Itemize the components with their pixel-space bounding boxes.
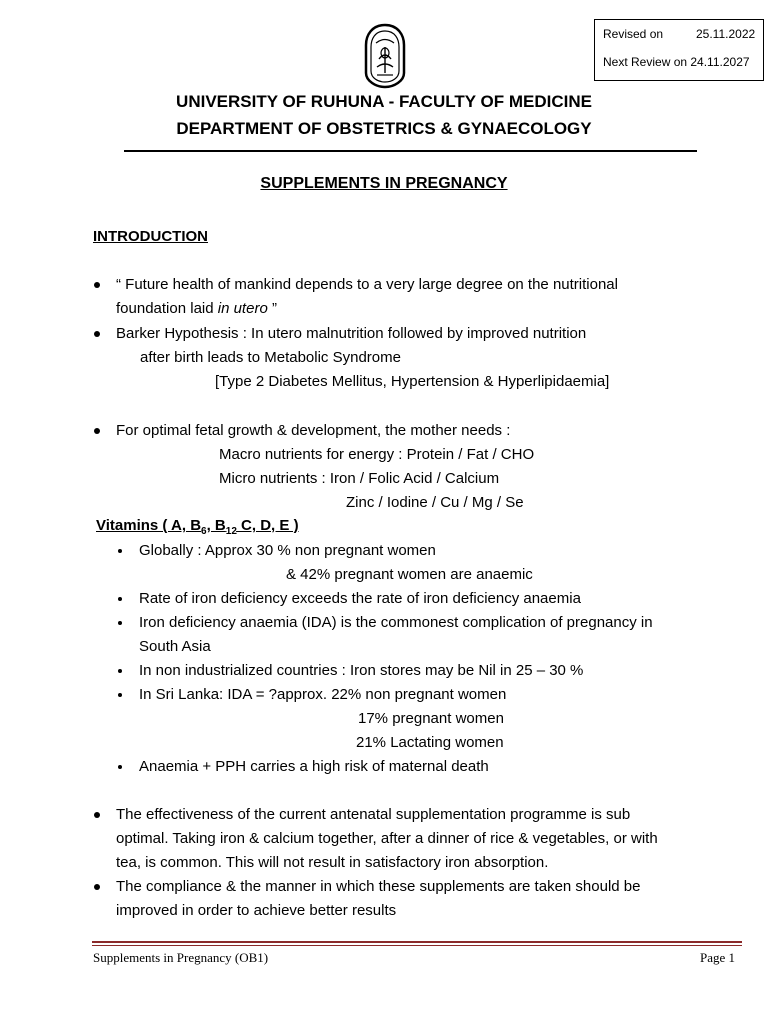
bullet-icon	[94, 884, 100, 890]
barker-line3: [Type 2 Diabetes Mellitus, Hypertension & Hyperlipidaemia]	[215, 373, 610, 390]
bullet-icon	[94, 812, 100, 818]
footer-rule-thin	[92, 945, 742, 946]
fact-globally-2: & 42% pregnant women are anaemic	[286, 566, 533, 583]
bullet-icon	[118, 597, 122, 601]
header-rule	[124, 150, 697, 152]
bullet-icon	[118, 765, 122, 769]
bullet-icon	[118, 549, 122, 553]
fact-sri-lanka-2: 17% pregnant women	[358, 710, 504, 727]
introduction-heading: INTRODUCTION	[93, 228, 208, 245]
bullet-icon	[94, 331, 100, 337]
fact-ida-line2: South Asia	[139, 638, 211, 655]
revised-row	[603, 27, 756, 41]
compliance-line1: The compliance & the manner in which these supplements are taken should be	[116, 878, 641, 895]
vitamins-sub-12: 12	[225, 526, 237, 537]
fact-iron-rate: Rate of iron deficiency exceeds the rate of iron deficiency anaemia	[139, 590, 581, 607]
vitamins-heading	[96, 517, 299, 535]
revised-label: Revised on	[603, 27, 664, 41]
effectiveness-line3: tea, is common. This will not result in satisfactory iron absorption.	[116, 854, 549, 871]
intro-quote-text: foundation laid	[116, 300, 218, 317]
bullet-icon	[94, 428, 100, 434]
university-heading: UNIVERSITY OF RUHUNA - FACULTY OF MEDICINE	[176, 92, 592, 111]
footer-rule	[92, 941, 742, 943]
department-heading: DEPARTMENT OF OBSTETRICS & GYNAECOLOGY	[176, 119, 592, 138]
bullet-icon	[118, 669, 122, 673]
footer-document-name: Supplements in Pregnancy (OB1)	[93, 950, 269, 965]
vitamins-text: C, D, E )	[236, 517, 299, 534]
fact-sri-lanka-3: 21% Lactating women	[356, 734, 504, 751]
barker-line2: after birth leads to Metabolic Syndrome	[140, 349, 401, 366]
bullet-icon	[118, 693, 122, 697]
university-crest-icon	[362, 23, 408, 89]
compliance-line2: improved in order to achieve better results	[116, 902, 397, 919]
fact-ida-line1: Iron deficiency anaemia (IDA) is the commonest complication of pregnancy in	[139, 614, 653, 631]
needs-micro: Micro nutrients : Iron / Folic Acid / Calcium	[219, 470, 500, 487]
needs-micro-2: Zinc / Iodine / Cu / Mg / Se	[346, 494, 524, 511]
fact-globally: Globally : Approx 30 % non pregnant women	[139, 542, 436, 559]
needs-line1: For optimal fetal growth & development, the mother needs :	[116, 422, 511, 439]
effectiveness-line1: The effectiveness of the current antenatal supplementation programme is sub	[116, 806, 631, 823]
document-title: SUPPLEMENTS IN PREGNANCY	[260, 175, 508, 192]
next-review: Next Review on 24.11.2027	[603, 55, 750, 69]
fact-pph: Anaemia + PPH carries a high risk of maternal death	[139, 758, 489, 775]
fact-iron-stores: In non industrialized countries : Iron stores may be Nil in 25 – 30 %	[139, 662, 584, 679]
needs-macro: Macro nutrients for energy : Protein / Fat / CHO	[219, 446, 535, 463]
effectiveness-line2: optimal. Taking iron & calcium together, after a dinner of rice & vegetables, or with	[116, 830, 658, 847]
bullet-icon	[94, 282, 100, 288]
intro-quote-line1: “ Future health of mankind depends to a very large degree on the nutritional	[116, 276, 618, 293]
vitamins-text: Vitamins ( A, B	[96, 517, 202, 534]
revised-date: 25.11.2022	[696, 27, 756, 41]
in-utero-italic: in utero	[217, 300, 268, 317]
intro-quote-close: ”	[267, 300, 277, 317]
vitamins-sub-6: 6	[201, 526, 207, 537]
barker-line1: Barker Hypothesis : In utero malnutrition followed by improved nutrition	[116, 325, 587, 342]
revision-box	[594, 19, 764, 81]
vitamins-text: , B	[206, 517, 226, 534]
bullet-icon	[118, 621, 122, 625]
footer-page-number: Page 1	[700, 950, 736, 965]
fact-sri-lanka: In Sri Lanka: IDA = ?approx. 22% non pregnant women	[139, 686, 507, 703]
intro-quote-line2	[116, 300, 277, 318]
